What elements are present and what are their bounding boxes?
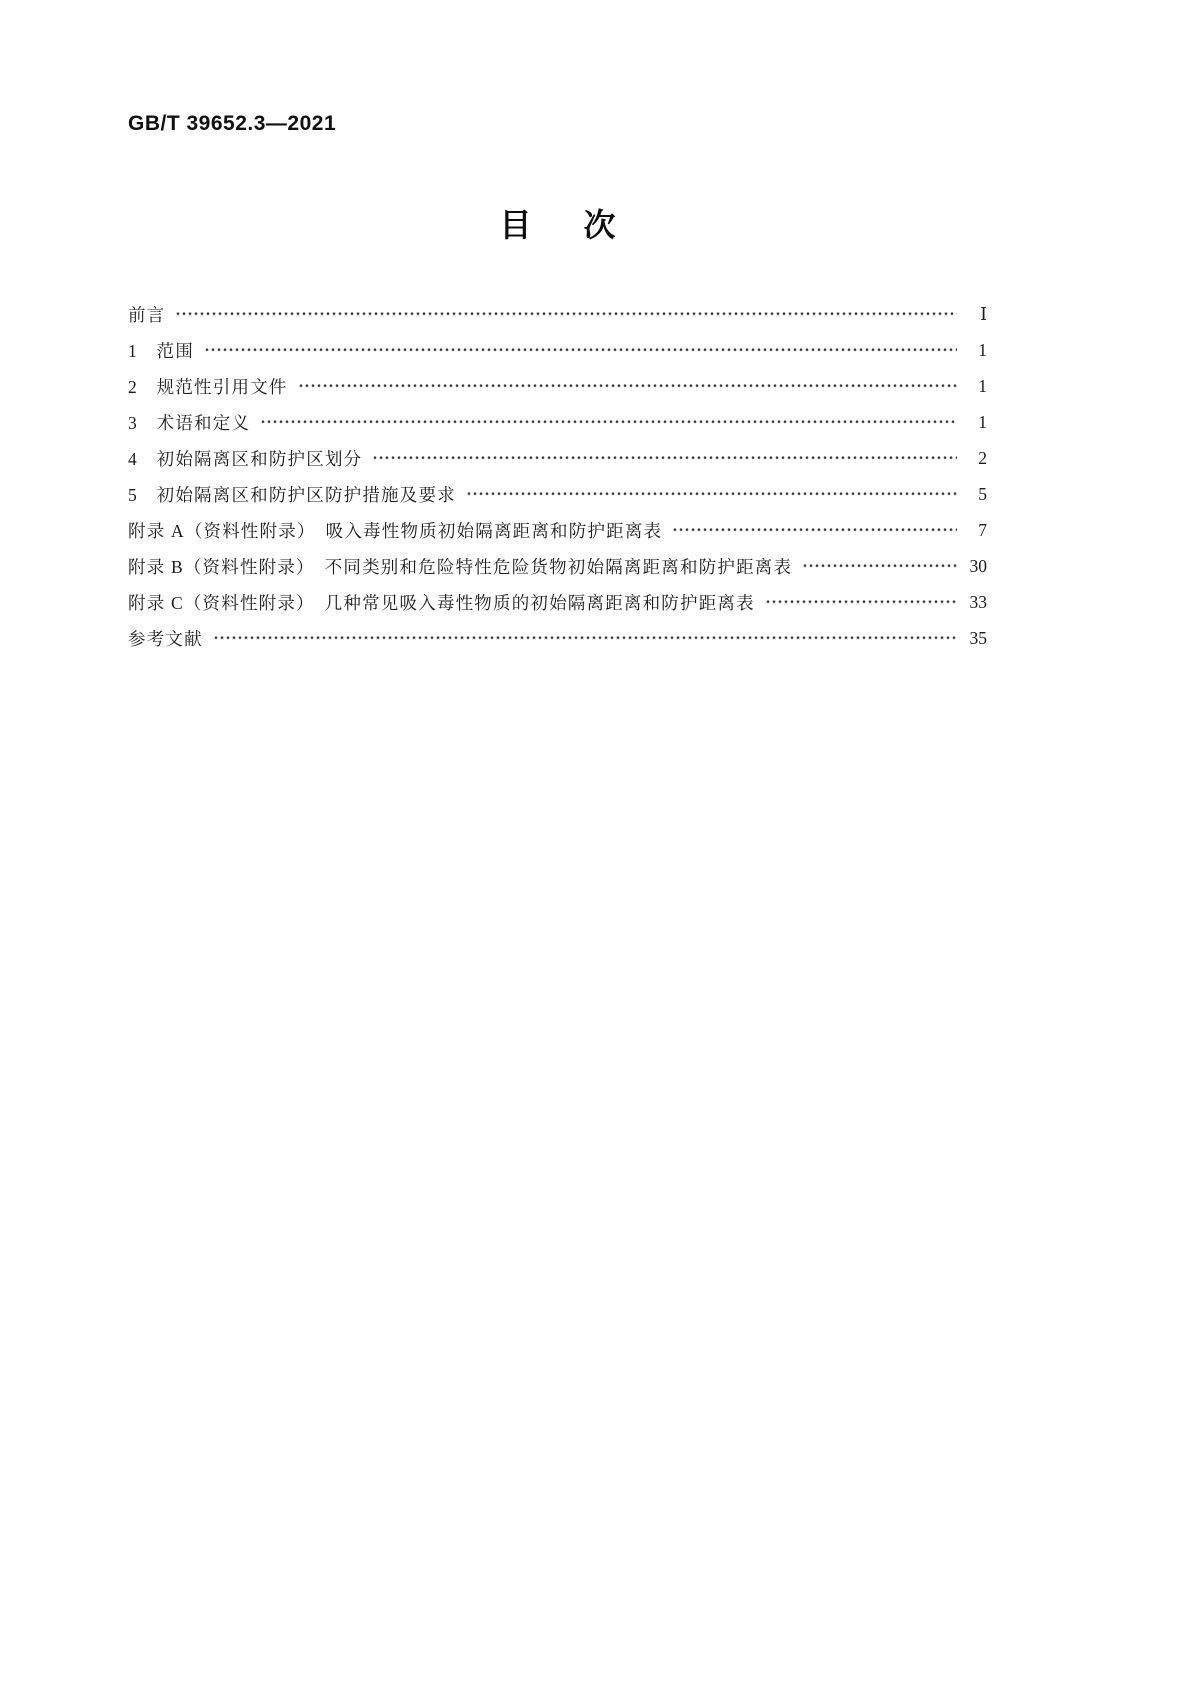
toc-entry — [128, 368, 987, 404]
dot-leader — [466, 485, 957, 503]
toc-entry-label: 4 初始隔离区和防护区划分 — [128, 448, 363, 469]
dot-leader — [213, 629, 957, 647]
toc-entry — [128, 296, 987, 332]
toc-entry-label: 1 范围 — [128, 340, 195, 361]
toc-entry — [128, 512, 987, 548]
toc-entry — [128, 404, 987, 440]
toc-entry-label: 5 初始隔离区和防护区防护措施及要求 — [128, 484, 456, 505]
toc-entry-page: 7 — [978, 519, 987, 540]
toc-entry — [128, 476, 987, 512]
doc-number: GB/T 39652.3—2021 — [128, 112, 337, 135]
toc-entry-label: 附录 A（资料性附录） 吸入毒性物质初始隔离距离和防护距离表 — [128, 520, 663, 541]
toc-entry-label: 附录 C（资料性附录） 几种常见吸入毒性物质的初始隔离距离和防护距离表 — [128, 592, 755, 613]
toc-entry-label: 附录 B（资料性附录） 不同类别和危险特性危险货物初始隔离距离和防护距离表 — [128, 556, 793, 577]
toc-entry-page: 5 — [978, 483, 987, 504]
dot-leader — [260, 413, 957, 431]
toc-entry — [128, 620, 987, 656]
toc-entry-page: 33 — [969, 591, 987, 612]
dot-leader — [802, 557, 957, 575]
table-of-contents — [128, 296, 987, 656]
toc-entry-label: 3 术语和定义 — [128, 412, 251, 433]
toc-entry-page: 1 — [978, 411, 987, 432]
toc-entry — [128, 584, 987, 620]
toc-entry-page: 1 — [978, 375, 987, 396]
dot-leader — [372, 449, 957, 467]
toc-entry-page: Ⅰ — [980, 303, 987, 324]
toc-entry-label: 前言 — [128, 304, 166, 325]
toc-entry — [128, 548, 987, 584]
dot-leader — [672, 521, 957, 539]
toc-entry-page: 1 — [978, 339, 987, 360]
toc-entry-page: 2 — [978, 447, 987, 468]
dot-leader — [175, 305, 957, 323]
toc-entry — [128, 440, 987, 476]
toc-entry-label: 参考文献 — [128, 628, 203, 649]
page-title: 目 次 — [499, 207, 626, 243]
toc-entry-label: 2 规范性引用文件 — [128, 376, 288, 397]
toc-entry — [128, 332, 987, 368]
dot-leader — [298, 377, 957, 395]
dot-leader — [765, 593, 957, 611]
dot-leader — [204, 341, 957, 359]
toc-entry-page: 30 — [969, 555, 987, 576]
toc-entry-page: 35 — [969, 627, 987, 648]
